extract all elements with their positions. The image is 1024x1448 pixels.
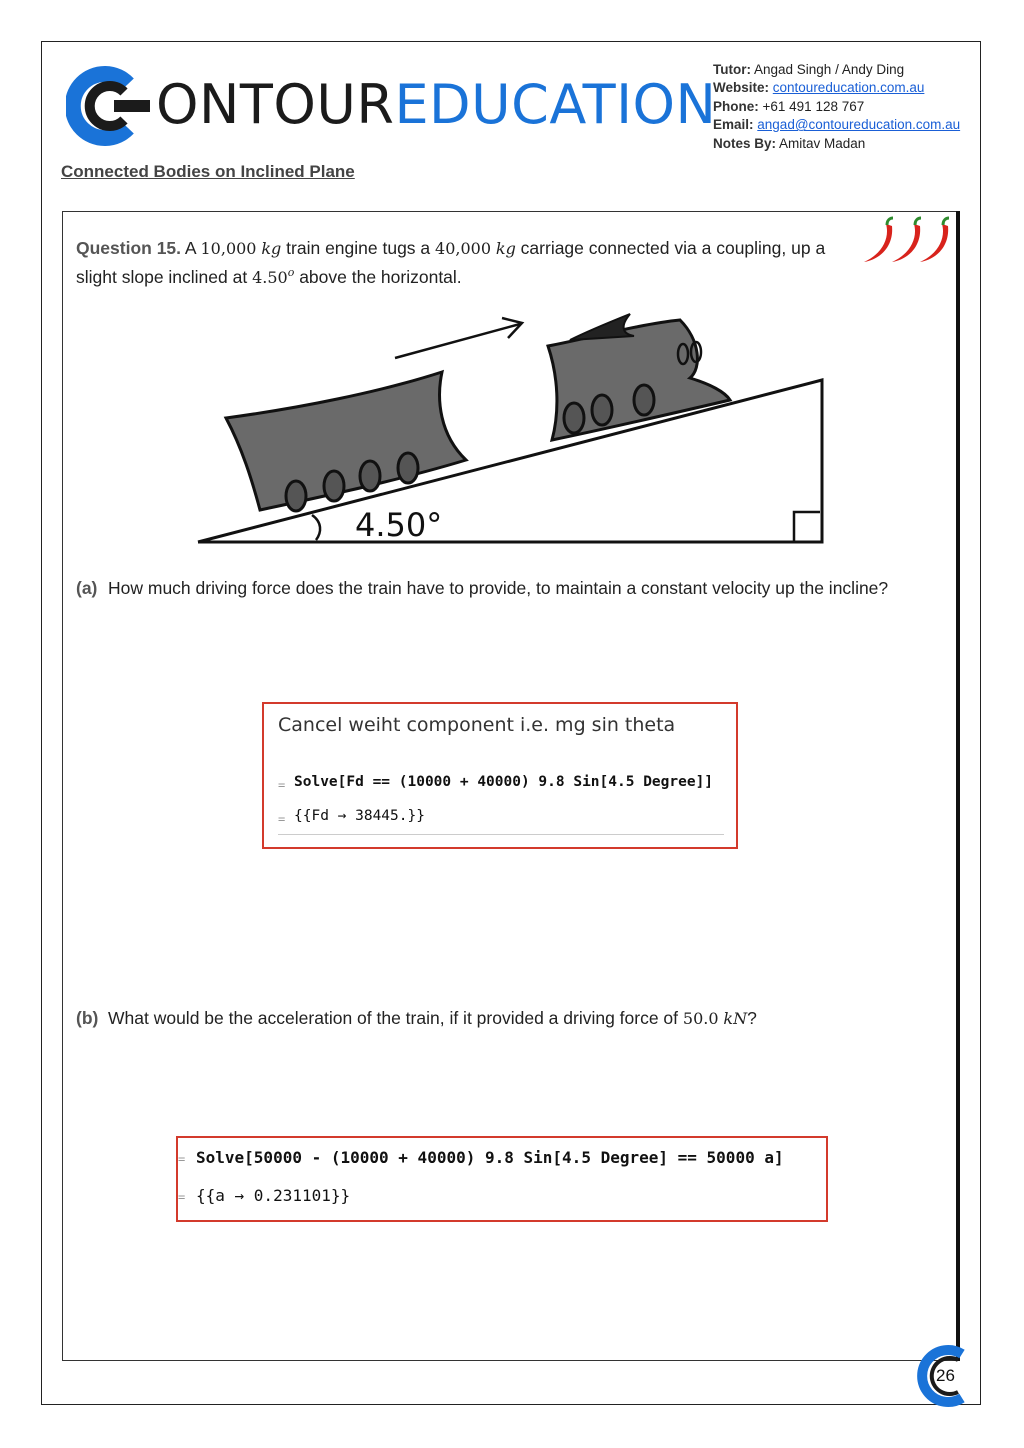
direction-arrow-shaft — [395, 324, 520, 358]
chili-pepper-icon — [864, 218, 893, 262]
contact-info — [713, 61, 960, 153]
tutor-line — [713, 61, 960, 79]
email-link[interactable]: angad@contoureducation.com.au — [757, 117, 961, 133]
part-a-solution-box — [262, 702, 738, 849]
question-box-shadow — [956, 211, 960, 1361]
part-a-code-input: Solve[Fd == (10000 + 40000) 9.8 Sin[4.5 Degree]] — [294, 774, 714, 790]
question-text-2: train engine tugs a — [281, 238, 436, 258]
carriage-mass-unit: kg — [495, 239, 516, 258]
part-b-text-1: What would be the acceleration of the train, if it provided a driving force of — [108, 1008, 683, 1028]
chili-pepper-icon — [920, 218, 949, 262]
angle-label: 4.50° — [355, 506, 443, 544]
contour-education-logo — [66, 64, 717, 148]
tutor-value: Angad Singh / Andy Ding — [754, 62, 905, 77]
chili-pepper-icon — [892, 218, 921, 262]
engine-mass-value: 10,000 — [200, 239, 257, 258]
carriage-mass-value: 40,000 — [435, 239, 491, 258]
right-angle-marker — [794, 512, 820, 542]
part-a-code-output: {{Fd → 38445.}} — [294, 808, 425, 824]
angle-arc — [312, 515, 320, 540]
angle-value: 4.50 — [252, 267, 288, 287]
notes-value: Amitav Madan — [779, 135, 866, 151]
logo-word-contour: ONTOUR — [156, 73, 395, 136]
contour-logo-icon — [66, 64, 156, 148]
notes-label: Notes By: — [713, 135, 777, 151]
output-marker: = — [278, 812, 286, 826]
question-text — [76, 236, 856, 290]
wheel — [564, 403, 584, 433]
tutor-label: Tutor: — [713, 62, 751, 77]
wheel — [634, 385, 654, 415]
part-b-text-2: ? — [747, 1008, 757, 1028]
phone-line — [713, 98, 960, 116]
engine-funnel — [570, 314, 634, 340]
part-a-text: How much driving force does the train have to provide, to maintain a constant velocity up the incline? — [108, 578, 889, 598]
page-number: 26 — [936, 1366, 955, 1385]
question-text-4: above the horizontal. — [294, 266, 462, 287]
email-line — [713, 116, 960, 134]
output-marker: = — [178, 1190, 186, 1204]
website-link[interactable]: contoureducation.com.au — [772, 80, 925, 96]
part-b-solution-box — [176, 1136, 828, 1222]
website-label: Website: — [713, 80, 770, 96]
section-title: Connected Bodies on Inclined Plane — [61, 162, 355, 181]
wheel — [324, 471, 344, 501]
part-b-label: (b) — [76, 1008, 99, 1028]
wheel — [360, 461, 380, 491]
input-marker: = — [178, 1152, 186, 1166]
wheel — [286, 481, 306, 511]
phone-label: Phone: — [713, 98, 759, 114]
difficulty-chilis — [860, 216, 955, 268]
question-number: Question 15. — [76, 238, 182, 258]
carriage-body — [226, 372, 466, 510]
driving-force-value: 50.0 — [682, 1009, 719, 1028]
input-marker: = — [278, 778, 286, 792]
wheel — [398, 453, 418, 483]
notes-line — [713, 135, 960, 153]
degree-superscript: o — [287, 266, 295, 279]
phone-value: +61 491 128 767 — [762, 98, 865, 114]
part-b-code-output: {{a → 0.231101}} — [196, 1186, 351, 1205]
driving-force-unit: kN — [723, 1009, 748, 1028]
part-b-text — [108, 1006, 896, 1031]
incline-diagram — [190, 310, 830, 550]
logo-wordmark — [156, 70, 716, 140]
email-label: Email: — [713, 117, 754, 133]
question-text-3: carriage connected via a coupling, up a slight slope inclined at — [76, 238, 826, 287]
logo-word-education: EDUCATION — [394, 73, 717, 136]
part-a-label: (a) — [76, 578, 98, 598]
part-b-code-input: Solve[50000 - (10000 + 40000) 9.8 Sin[4.5 Degree] == 50000 a] — [196, 1148, 784, 1167]
website-line — [713, 79, 960, 97]
wheel — [592, 395, 612, 425]
question-text-1: A — [181, 238, 201, 258]
engine-mass-unit: kg — [261, 239, 282, 258]
part-b — [76, 1006, 896, 1031]
cell-divider — [278, 834, 724, 835]
part-a-solution-note: Cancel weiht component i.e. mg sin theta — [278, 714, 676, 736]
part-a — [76, 576, 896, 600]
